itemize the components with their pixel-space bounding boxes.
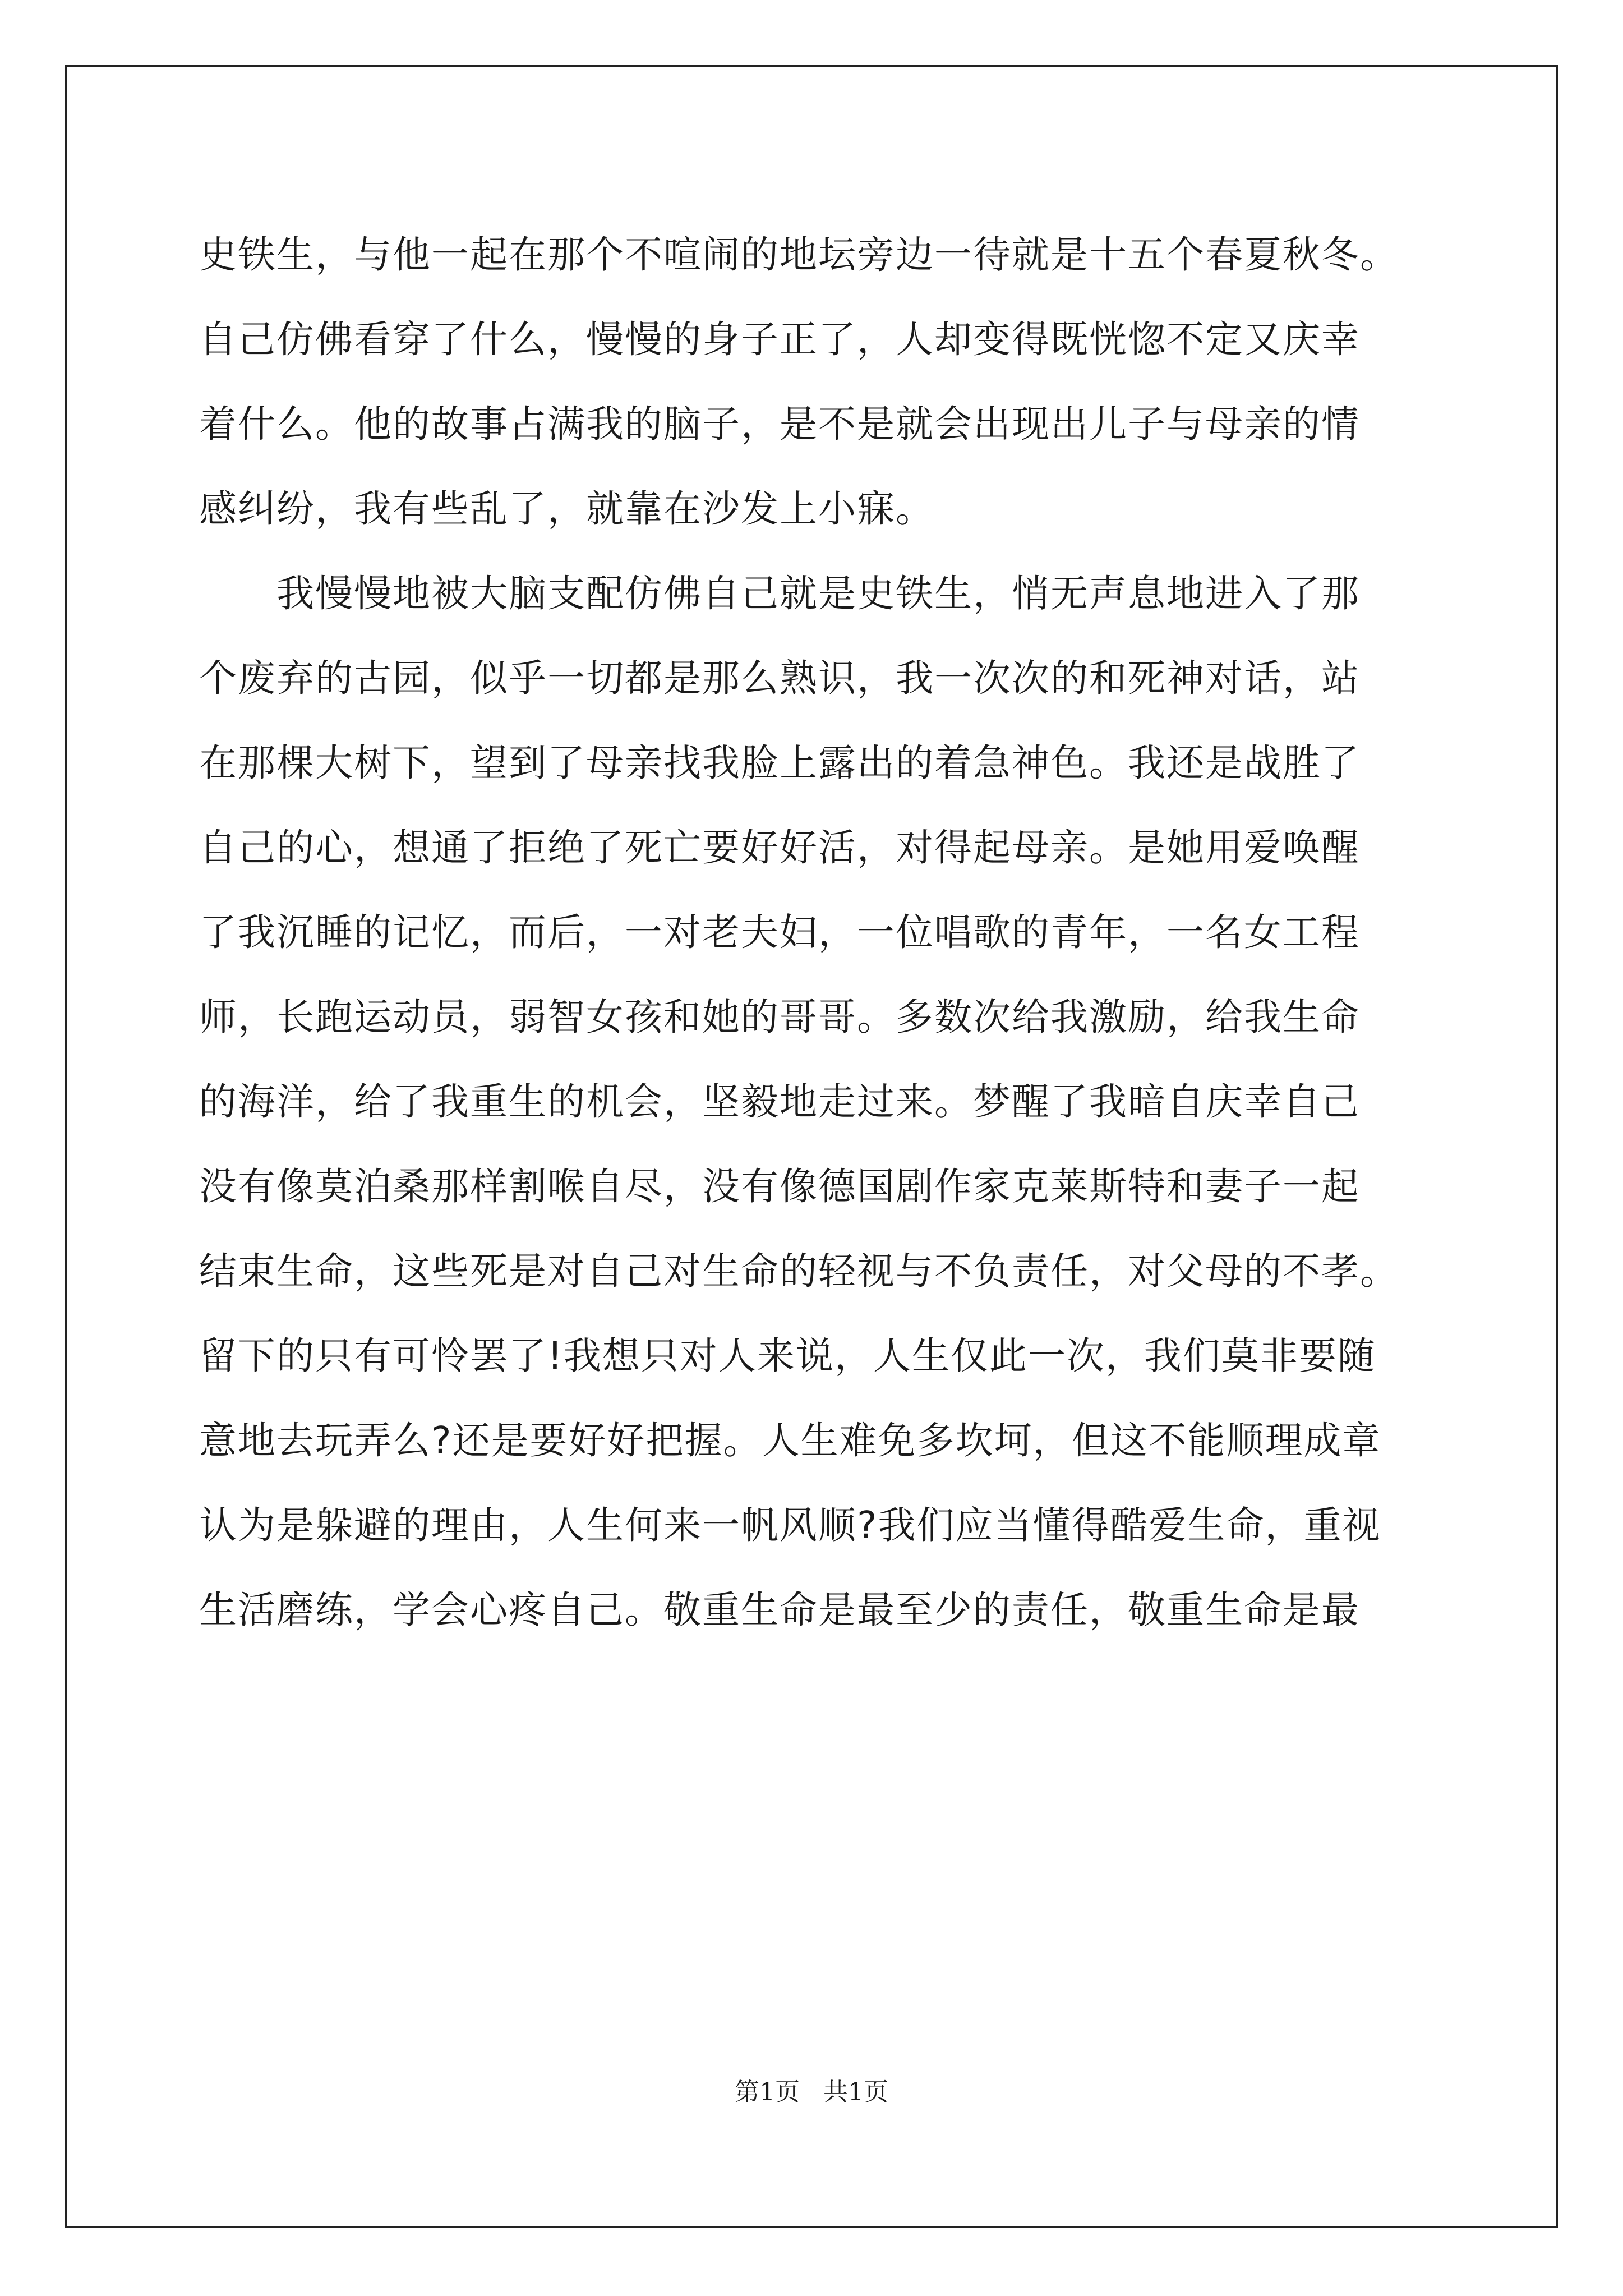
text-line: 自己的心，想通了拒绝了死亡要好好活，对得起母亲。是她用爱唤醒 (199, 826, 1360, 869)
text-line: 留下的只有可怜罢了!我想只对人来说，人生仅此一次，我们莫非要随 (199, 1334, 1376, 1378)
text-line: 生活磨练，学会心疼自己。敬重生命是最至少的责任，敬重生命是最 (199, 1588, 1360, 1632)
text-line: 认为是躲避的理由，人生何来一帆风顺?我们应当懂得酷爱生命，重视 (199, 1503, 1381, 1547)
text-line: 师，长跑运动员，弱智女孩和她的哥哥。多数次给我激励，给我生命 (199, 995, 1360, 1039)
page-border (65, 65, 1558, 2228)
text-line: 自己仿佛看穿了什么，慢慢的身子正了，人却变得既恍惚不定又庆幸 (199, 318, 1360, 361)
text-line: 的海洋，给了我重生的机会，坚毅地走过来。梦醒了我暗自庆幸自己 (199, 1080, 1360, 1124)
page-number-footer: 第1页 共1页 (735, 2078, 888, 2106)
text-line: 没有像莫泊桑那样割喉自尽，没有像德国剧作家克莱斯特和妻子一起 (199, 1165, 1360, 1208)
text-line: 了我沉睡的记忆，而后，一对老夫妇，一位唱歌的青年，一名女工程 (199, 910, 1360, 954)
text-line: 感纠纷，我有些乱了，就靠在沙发上小寐。 (199, 487, 934, 531)
text-line: 在那棵大树下，望到了母亲找我脸上露出的着急神色。我还是战胜了 (199, 741, 1360, 785)
text-line: 意地去玩弄么?还是要好好把握。人生难免多坎坷，但这不能顺理成章 (199, 1419, 1381, 1462)
text-line: 史铁生，与他一起在那个不喧闹的地坛旁边一待就是十五个春夏秋冬。 (199, 233, 1399, 277)
text-line: 个废弃的古园，似乎一切都是那么熟识，我一次次的和死神对话，站 (199, 656, 1360, 700)
text-line: 着什么。他的故事占满我的脑子，是不是就会出现出儿子与母亲的情 (199, 402, 1360, 446)
text-line: 我慢慢地被大脑支配仿佛自己就是史铁生，悄无声息地进入了那 (199, 572, 1360, 615)
text-line: 结束生命，这些死是对自己对生命的轻视与不负责任，对父母的不孝。 (199, 1249, 1399, 1293)
